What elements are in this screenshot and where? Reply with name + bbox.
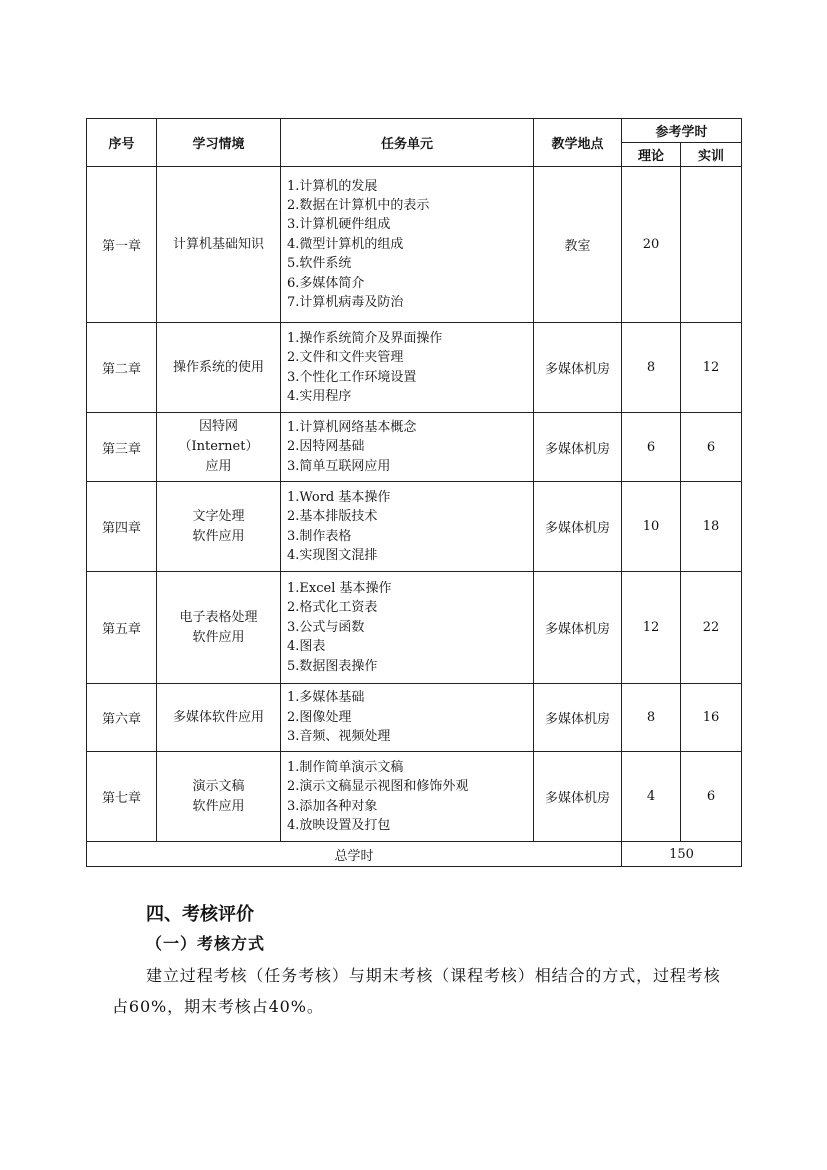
context-line: 演示文稿 — [192, 778, 245, 794]
chapter-cell: 第六章 — [87, 684, 157, 752]
context-line: 文字处理 — [192, 508, 245, 524]
header-practice: 实训 — [681, 143, 742, 167]
practice-hours-cell: 22 — [681, 572, 742, 684]
context-cell — [157, 323, 281, 413]
practice-hours-cell: 12 — [681, 323, 742, 413]
total-label: 总学时 — [87, 842, 622, 867]
location-cell: 多媒体机房 — [534, 413, 622, 482]
task-item: 2.文件和文件夹管理 — [287, 350, 404, 366]
task-item: 3.制作表格 — [287, 528, 352, 544]
location-cell: 多媒体机房 — [534, 323, 622, 413]
chapter-cell: 第七章 — [87, 752, 157, 842]
context-cell — [157, 684, 281, 752]
task-item: 7.计算机病毒及防治 — [287, 295, 404, 311]
context-cell — [157, 413, 281, 482]
chapter-cell: 第四章 — [87, 482, 157, 572]
practice-hours-cell: 16 — [681, 684, 742, 752]
section-paragraph: 建立过程考核（任务考核）与期末考核（课程考核）相结合的方式，过程考核占60%，期末考核占40%。 — [112, 966, 721, 1016]
context-cell — [157, 572, 281, 684]
table-row — [87, 684, 742, 752]
tasks-cell — [281, 572, 534, 684]
task-item: 3.音频、视频处理 — [287, 729, 391, 745]
task-item: 4.微型计算机的组成 — [287, 236, 404, 252]
task-item: 3.公式与函数 — [287, 619, 365, 635]
chapter-cell: 第一章 — [87, 167, 157, 323]
task-item: 4.实现图文混排 — [287, 547, 378, 563]
tasks-cell — [281, 167, 534, 323]
course-schedule-table — [86, 118, 742, 867]
context-cell — [157, 167, 281, 323]
task-item: 2.格式化工资表 — [287, 600, 378, 616]
task-item: 3.添加各种对象 — [287, 798, 378, 814]
tasks-cell — [281, 752, 534, 842]
tasks-cell — [281, 323, 534, 413]
context-line: 多媒体软件应用 — [172, 709, 264, 725]
table-row — [87, 323, 742, 413]
task-item: 4.图表 — [287, 639, 326, 655]
chapter-cell: 第二章 — [87, 323, 157, 413]
section-subtitle: （一）考核方式 — [146, 934, 266, 953]
theory-hours-cell: 8 — [622, 323, 681, 413]
table-row — [87, 752, 742, 842]
table-row — [87, 167, 742, 323]
task-item: 2.演示文稿显示视图和修饰外观 — [287, 779, 469, 795]
task-item: 1.Word 基本操作 — [287, 489, 391, 505]
task-item: 1.计算机网络基本概念 — [287, 419, 417, 435]
task-item: 4.放映设置及打包 — [287, 817, 391, 833]
chapter-cell: 第五章 — [87, 572, 157, 684]
tasks-cell — [281, 482, 534, 572]
location-cell: 多媒体机房 — [534, 684, 622, 752]
header-seq: 序号 — [87, 119, 157, 167]
total-row — [87, 842, 742, 867]
tasks-cell — [281, 684, 534, 752]
table-row — [87, 413, 742, 482]
task-item: 1.操作系统简介及界面操作 — [287, 330, 443, 346]
theory-hours-cell: 12 — [622, 572, 681, 684]
theory-hours-cell: 4 — [622, 752, 681, 842]
header-hours: 参考学时 — [622, 119, 742, 143]
header-context: 学习情境 — [157, 119, 281, 167]
context-line: 软件应用 — [192, 629, 245, 645]
theory-hours-cell: 10 — [622, 482, 681, 572]
context-line: 因特网 — [198, 419, 238, 434]
task-item: 5.软件系统 — [287, 256, 352, 272]
task-item: 1.制作简单演示文稿 — [287, 759, 404, 775]
section-title: 四、考核评价 — [146, 904, 254, 925]
tasks-cell — [281, 413, 534, 482]
header-location: 教学地点 — [534, 119, 622, 167]
theory-hours-cell: 20 — [622, 167, 681, 323]
location-cell: 多媒体机房 — [534, 752, 622, 842]
table-row — [87, 482, 742, 572]
practice-hours-cell — [681, 167, 742, 323]
table-body — [87, 167, 742, 842]
practice-hours-cell: 6 — [681, 752, 742, 842]
location-cell: 多媒体机房 — [534, 572, 622, 684]
context-line: （Internet） — [178, 439, 259, 454]
task-item: 5.数据图表操作 — [287, 658, 378, 674]
context-line: 操作系统的使用 — [172, 359, 264, 375]
task-item: 1.计算机的发展 — [287, 178, 378, 194]
task-item: 3.计算机硬件组成 — [287, 217, 391, 233]
table-row — [87, 572, 742, 684]
context-line: 软件应用 — [192, 798, 245, 814]
task-item: 2.基本排版技术 — [287, 509, 378, 525]
task-item: 4.实用程序 — [287, 388, 352, 404]
task-item: 2.因特网基础 — [287, 439, 365, 455]
practice-hours-cell: 6 — [681, 413, 742, 482]
header-theory: 理论 — [622, 143, 681, 167]
task-item: 1.多媒体基础 — [287, 690, 365, 706]
task-item: 6.多媒体简介 — [287, 275, 365, 291]
context-line: 计算机基础知识 — [172, 236, 264, 252]
header-tasks: 任务单元 — [281, 119, 534, 167]
task-item: 3.简单互联网应用 — [287, 458, 391, 474]
chapter-cell: 第三章 — [87, 413, 157, 482]
context-line: 软件应用 — [192, 528, 245, 544]
task-item: 2.数据在计算机中的表示 — [287, 197, 430, 213]
task-item: 3.个性化工作环境设置 — [287, 369, 417, 385]
theory-hours-cell: 8 — [622, 684, 681, 752]
practice-hours-cell: 18 — [681, 482, 742, 572]
task-item: 2.图像处理 — [287, 709, 352, 725]
context-cell — [157, 482, 281, 572]
context-line: 电子表格处理 — [179, 609, 258, 625]
location-cell: 教室 — [534, 167, 622, 323]
location-cell: 多媒体机房 — [534, 482, 622, 572]
theory-hours-cell: 6 — [622, 413, 681, 482]
total-value: 150 — [622, 842, 742, 867]
context-cell — [157, 752, 281, 842]
context-line: 应用 — [205, 459, 232, 474]
task-item: 1.Excel 基本操作 — [287, 580, 392, 596]
